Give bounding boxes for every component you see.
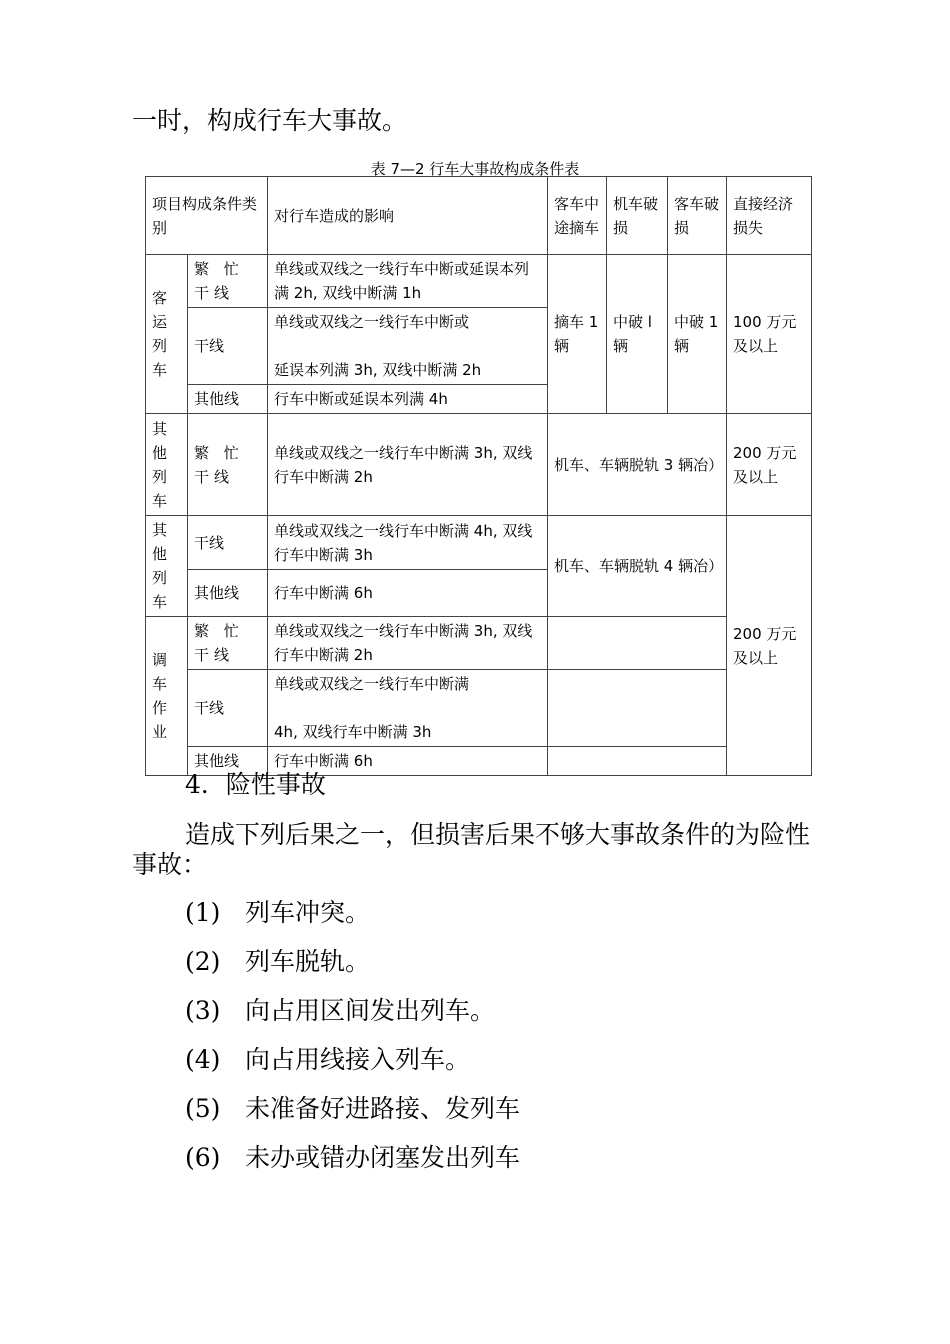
empty-cell [548,670,727,747]
detach-cell: 摘车 1 辆 [548,255,607,414]
list-item: (2) 列车脱轨。 [185,947,371,976]
header-category: 项目构成条件类别 [146,177,268,255]
impact-cell: 单线或双线之一线行车中断满 4h, 双线行车中断满 3h [268,670,548,747]
loss-cell: 100 万元及以上 [727,255,812,414]
group-other-train: 其他列车 [146,414,188,516]
impact-cell: 单线或双线之一线行车中断或 延误本列满 3h, 双线中断满 2h [268,308,548,385]
header-loss: 直接经济损失 [727,177,812,255]
accident-conditions-table [145,176,812,776]
sub-other-line: 其他线 [188,747,268,776]
impact-cell: 单线或双线之一线行车中断满 3h, 双线行车中断满 2h [268,414,548,516]
sub-trunk: 干线 [188,670,268,747]
table-caption: 表 7—2 行车大事故构成条件表 [370,160,580,178]
impact-cell: 单线或双线之一线行车中断满 3h, 双线行车中断满 2h [268,617,548,670]
empty-cell [548,617,727,670]
section-heading: 4．险性事故 [185,770,326,799]
impact-cell: 单线或双线之一线行车中断或延误本列满 2h, 双线中断满 1h [268,255,548,308]
empty-cell [548,747,727,776]
list-item: (1) 列车冲突。 [185,898,371,927]
group-shunting: 调车作业 [146,617,188,776]
intro-line: 一时，构成行车大事故。 [132,106,408,135]
coach-damage-cell: 中破 1 辆 [668,255,727,414]
group-passenger-train: 客运列车 [146,255,188,414]
sub-other-line: 其他线 [188,570,268,617]
header-detach: 客车中途摘车 [548,177,607,255]
loss-cell: 200 万元及以上 [727,516,812,776]
list-item: (6) 未办或错办闭塞发出列车 [185,1143,521,1172]
impact-cell: 行车中断满 6h [268,747,548,776]
header-impact: 对行车造成的影响 [268,177,548,255]
body-line-1: 造成下列后果之一，但损害后果不够大事故条件的为险性 [185,820,811,849]
sub-busy-trunk: 繁 忙 干线 [188,617,268,670]
header-loco: 机车破损 [607,177,668,255]
header-coach: 客车破损 [668,177,727,255]
sub-trunk: 干线 [188,516,268,570]
sub-busy-trunk: 繁 忙 干线 [188,414,268,516]
list-item: (3) 向占用区间发出列车。 [185,996,496,1025]
impact-cell: 行车中断或延误本列满 4h [268,385,548,414]
group-other-train: 其他列车 [146,516,188,617]
consequence-cell: 机车、车辆脱轨 4 辆冶） [548,516,727,617]
impact-cell: 单线或双线之一线行车中断满 4h, 双线行车中断满 3h [268,516,548,570]
consequence-cell: 机车、车辆脱轨 3 辆冶） [548,414,727,516]
sub-trunk: 干线 [188,308,268,385]
loss-cell: 200 万元及以上 [727,414,812,516]
list-item: (4) 向占用线接入列车。 [185,1045,471,1074]
sub-other-line: 其他线 [188,385,268,414]
impact-cell: 行车中断满 6h [268,570,548,617]
loco-damage-cell: 中破 l 辆 [607,255,668,414]
body-line-2: 事故： [132,850,208,879]
list-item: (5) 未准备好进路接、发列车 [185,1094,521,1123]
sub-busy-trunk: 繁 忙 干线 [188,255,268,308]
